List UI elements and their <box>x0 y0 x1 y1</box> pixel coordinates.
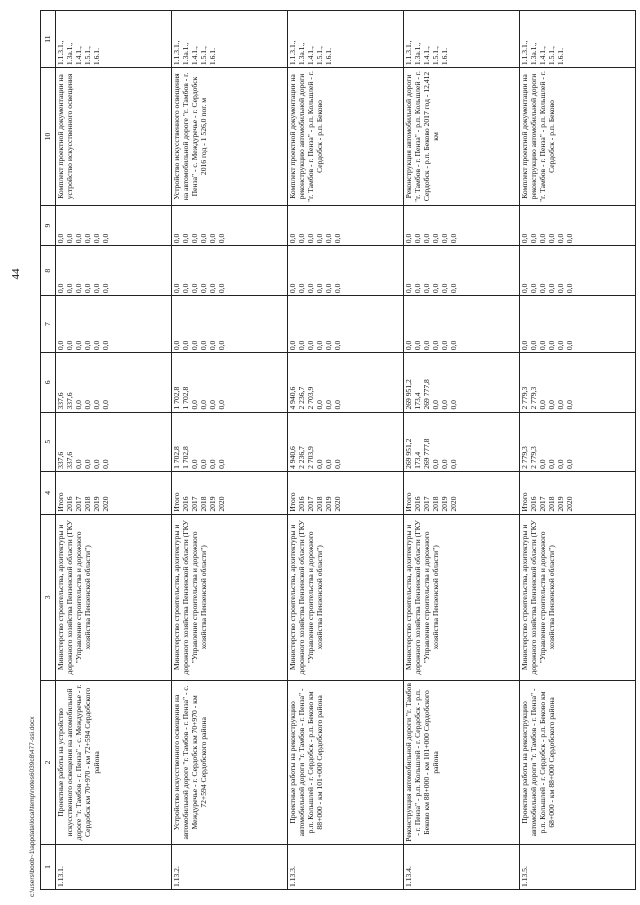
total-cell <box>404 412 520 471</box>
table-row <box>520 11 636 890</box>
indicators-cell-value: 1.4.1., <box>189 46 199 66</box>
indicators-cell-value: 1.1.3.1., <box>56 40 65 66</box>
regional-budget-cell-value: 0,0 <box>189 400 199 410</box>
regional-budget-cell-value: 0,0 <box>555 400 565 410</box>
column-9-cell-value: 0,0 <box>546 233 556 244</box>
column-8-cell-value: 0,0 <box>528 283 538 294</box>
column-8-cell-value: 0,0 <box>189 283 199 294</box>
regional-budget-cell-value: 1 702,8 <box>172 386 181 410</box>
column-8-cell-value: 0,0 <box>430 283 440 294</box>
total-cell-value: 0,0 <box>73 459 83 469</box>
table-row <box>172 11 288 890</box>
column-7-cell <box>288 296 404 353</box>
year-cell <box>404 471 520 514</box>
page-number: 44 <box>10 268 22 280</box>
activity-name-cell: Устройство искусственного освещения на автомобильной дороге "г. Тамбов - г. Пенза" - с. Междуречье - г. Сердобск км 70+970 - км 72+594 Сердобского района <box>172 680 288 844</box>
regional-budget-cell-value: 0,0 <box>198 400 208 410</box>
column-8-cell-value: 0,0 <box>207 283 217 294</box>
column-7-cell-value: 0,0 <box>305 340 315 351</box>
total-cell-value: 0,0 <box>189 459 199 469</box>
table-row <box>56 11 172 890</box>
header-cell: 8 <box>41 246 56 296</box>
regional-budget-cell-value: 0,0 <box>430 400 440 410</box>
indicators-cell-value: 1.5.1., <box>430 46 440 66</box>
column-9-cell-value: 0,0 <box>288 233 297 244</box>
header-cell: 5 <box>41 412 56 471</box>
total-cell <box>56 412 172 471</box>
total-cell-value: 0,0 <box>216 459 226 469</box>
regional-budget-cell-value: 337,6 <box>56 392 65 410</box>
regional-budget-cell-value: 0,0 <box>546 400 556 410</box>
column-7-cell-value: 0,0 <box>296 340 306 351</box>
column-9-cell-value: 0,0 <box>198 233 208 244</box>
indicators-cell-value: 1.6.1. <box>91 48 101 66</box>
column-9-cell-value: 0,0 <box>412 233 422 244</box>
column-7-cell-value: 0,0 <box>198 340 208 351</box>
header-row <box>41 11 56 890</box>
total-cell-value: 337,6 <box>56 451 65 469</box>
year-cell-value: 2018 <box>314 496 324 512</box>
year-cell-value: 2017 <box>305 496 315 512</box>
indicators-cell-value: 1.1.3.1., <box>172 40 181 66</box>
column-9-cell <box>56 205 172 245</box>
column-7-cell <box>56 296 172 353</box>
year-cell-value: 2018 <box>430 496 440 512</box>
year-cell-value: 2018 <box>82 496 92 512</box>
column-7-cell-value: 0,0 <box>64 340 74 351</box>
total-cell-value: 269 951,2 <box>404 438 413 469</box>
total-cell-value: 0,0 <box>82 459 92 469</box>
row-number-cell: 1.13.5. <box>520 844 636 889</box>
year-cell-value: 2016 <box>528 496 538 512</box>
regional-budget-cell-value: 2 236,7 <box>296 386 306 410</box>
column-9-cell-value: 0,0 <box>430 233 440 244</box>
column-9-cell-value: 0,0 <box>404 233 413 244</box>
year-cell-value: 2020 <box>564 496 574 512</box>
row-number-cell: 1.13.1. <box>56 844 172 889</box>
column-7-cell-value: 0,0 <box>189 340 199 351</box>
year-cell-value: Итого <box>172 492 181 512</box>
indicators-cell-value: 1.1.3.1., <box>404 40 413 66</box>
column-8-cell-value: 0,0 <box>520 283 529 294</box>
year-cell-value: 2020 <box>100 496 110 512</box>
footer-path-text: c:\users\boob~1\appdata\local\temp\notes6039c8\477-ssi.docx <box>29 716 36 897</box>
column-9-cell-value: 0,0 <box>64 233 74 244</box>
total-cell-value: 2 779,3 <box>528 446 538 469</box>
total-cell-value: 1 702,8 <box>180 446 190 469</box>
column-7-cell-value: 0,0 <box>564 340 574 351</box>
total-cell <box>172 412 288 471</box>
header-cell: 3 <box>41 514 56 680</box>
column-8-cell-value: 0,0 <box>412 283 422 294</box>
rotated-table-container <box>40 10 628 890</box>
indicators-cell <box>520 11 636 68</box>
total-cell <box>288 412 404 471</box>
column-9-cell-value: 0,0 <box>439 233 449 244</box>
regional-budget-cell-value: 2 703,9 <box>305 386 315 410</box>
indicators-cell-value: 1.4.1., <box>537 46 547 66</box>
total-cell <box>520 412 636 471</box>
indicators-cell <box>404 11 520 68</box>
regional-budget-cell-value: 0,0 <box>439 400 449 410</box>
column-7-cell-value: 0,0 <box>288 340 297 351</box>
column-7-cell-value: 0,0 <box>82 340 92 351</box>
regional-budget-cell-value: 0,0 <box>91 400 101 410</box>
expected-result-cell: Реконструкция автомобильной дороги "г. Тамбов - г. Пенза" - р.п. Кольшлей - г. Сердобск - р.п. Беково 2017 год - 12,412 км <box>404 68 520 206</box>
year-cell-value: 2017 <box>421 496 431 512</box>
total-cell-value: 0,0 <box>439 459 449 469</box>
regional-budget-cell-value: 0,0 <box>207 400 217 410</box>
column-8-cell-value: 0,0 <box>421 283 431 294</box>
regional-budget-cell-value: 0,0 <box>216 400 226 410</box>
expected-result-cell: Комплект проектной документации на реконструкцию автомобильной дороги "г. Тамбов - г. Пенза" - р.п. Кольшлей - г. Сердобск - р.п. Беково <box>288 68 404 206</box>
column-8-cell-value: 0,0 <box>323 283 333 294</box>
column-8-cell-value: 0,0 <box>91 283 101 294</box>
column-8-cell-value: 0,0 <box>73 283 83 294</box>
total-cell-value: 0,0 <box>198 459 208 469</box>
total-cell-value: 2 779,3 <box>520 446 529 469</box>
total-cell-value: 0,0 <box>546 459 556 469</box>
regional-budget-cell-value: 0,0 <box>332 400 342 410</box>
column-8-cell-value: 0,0 <box>288 283 297 294</box>
total-cell-value: 4 940,6 <box>288 446 297 469</box>
total-cell-value: 269 777,8 <box>421 438 431 469</box>
year-cell-value: Итого <box>404 492 413 512</box>
year-cell-value: 2019 <box>439 496 449 512</box>
regional-budget-cell-value: 0,0 <box>100 400 110 410</box>
column-7-cell-value: 0,0 <box>323 340 333 351</box>
column-9-cell-value: 0,0 <box>528 233 538 244</box>
table-row <box>288 11 404 890</box>
year-cell-value: 2016 <box>180 496 190 512</box>
total-cell-value: 0,0 <box>332 459 342 469</box>
indicators-cell-value: 1.3а.1., <box>528 42 538 66</box>
column-8-cell-value: 0,0 <box>404 283 413 294</box>
column-7-cell-value: 0,0 <box>448 340 458 351</box>
column-7-cell-value: 0,0 <box>180 340 190 351</box>
regional-budget-cell-value: 0,0 <box>73 400 83 410</box>
total-cell-value: 0,0 <box>430 459 440 469</box>
header-cell: 11 <box>41 11 56 68</box>
column-7-cell-value: 0,0 <box>546 340 556 351</box>
regional-budget-cell <box>172 353 288 412</box>
header-cell: 1 <box>41 844 56 889</box>
responsible-cell: Министерство строительства, архитектуры и дорожного хозяйства Пензенской области (ГКУ "Управление строительства и дорожного хозяйства Пензенской области") <box>56 514 172 680</box>
column-8-cell-value: 0,0 <box>82 283 92 294</box>
column-9-cell-value: 0,0 <box>296 233 306 244</box>
total-cell-value: 2 703,9 <box>305 446 315 469</box>
regional-budget-cell-value: 269 777,8 <box>421 379 431 410</box>
column-9-cell-value: 0,0 <box>172 233 181 244</box>
column-7-cell-value: 0,0 <box>520 340 529 351</box>
year-cell-value: 2017 <box>537 496 547 512</box>
column-8-cell-value: 0,0 <box>439 283 449 294</box>
column-8-cell <box>520 246 636 296</box>
indicators-cell <box>56 11 172 68</box>
column-9-cell-value: 0,0 <box>216 233 226 244</box>
expected-result-cell: Комплект проектной документации на устройство искусственного освещения <box>56 68 172 206</box>
column-8-cell-value: 0,0 <box>180 283 190 294</box>
indicators-cell-value: 1.3а.1., <box>296 42 306 66</box>
responsible-cell: Министерство строительства, архитектуры и дорожного хозяйства Пензенской области (ГКУ "Управление строительства и дорожного хозяйства Пензенской области") <box>172 514 288 680</box>
column-7-cell-value: 0,0 <box>56 340 65 351</box>
indicators-cell-value: 1.1.3.1., <box>288 40 297 66</box>
responsible-cell: Министерство строительства, архитектуры и дорожного хозяйства Пензенской области (ГКУ "Управление строительства и дорожного хозяйства Пензенской области") <box>520 514 636 680</box>
total-cell-value: 0,0 <box>91 459 101 469</box>
header-cell: 6 <box>41 353 56 412</box>
column-7-cell <box>520 296 636 353</box>
column-8-cell-value: 0,0 <box>64 283 74 294</box>
regional-budget-cell-value: 0,0 <box>564 400 574 410</box>
regional-budget-cell-value: 4 940,6 <box>288 386 297 410</box>
year-cell-value: 2020 <box>332 496 342 512</box>
table-row <box>404 11 520 890</box>
indicators-cell-value: 1.1.3.1., <box>520 40 529 66</box>
column-8-cell-value: 0,0 <box>546 283 556 294</box>
column-9-cell-value: 0,0 <box>323 233 333 244</box>
year-cell-value: 2017 <box>73 496 83 512</box>
column-7-cell-value: 0,0 <box>91 340 101 351</box>
activity-name-cell: Проектные работы на реконструкцию автомобильной дороги "г. Тамбов - г. Пенза" - р.п. Кольшлей - г. Сердобск - р.п. Беково км 68+000 - км 88+000 Сердобского района <box>520 680 636 844</box>
column-7-cell-value: 0,0 <box>404 340 413 351</box>
column-9-cell-value: 0,0 <box>189 233 199 244</box>
column-9-cell <box>172 205 288 245</box>
row-number-cell: 1.13.2. <box>172 844 288 889</box>
indicators-cell-value: 1.4.1., <box>305 46 315 66</box>
header-cell: 9 <box>41 205 56 245</box>
year-cell-value: 2017 <box>189 496 199 512</box>
column-7-cell-value: 0,0 <box>207 340 217 351</box>
column-9-cell-value: 0,0 <box>56 233 65 244</box>
total-cell-value: 0,0 <box>555 459 565 469</box>
column-8-cell-value: 0,0 <box>537 283 547 294</box>
regional-budget-cell-value: 0,0 <box>323 400 333 410</box>
indicators-cell <box>172 11 288 68</box>
column-9-cell <box>288 205 404 245</box>
expected-result-cell: Устройство искусственного освещения на автомобильной дороге "г. Тамбов - г. Пенза" - с. Междуречье - г. Сердобск 2016 год - 1 526,0 пог. м <box>172 68 288 206</box>
responsible-cell: Министерство строительства, архитектуры и дорожного хозяйства Пензенской области (ГКУ "Управление строительства и дорожного хозяйства Пензенской области") <box>404 514 520 680</box>
column-7-cell <box>404 296 520 353</box>
column-7-cell <box>172 296 288 353</box>
regional-budget-cell-value: 0,0 <box>448 400 458 410</box>
column-8-cell <box>404 246 520 296</box>
year-cell-value: 2020 <box>216 496 226 512</box>
column-9-cell-value: 0,0 <box>520 233 529 244</box>
year-cell <box>172 471 288 514</box>
year-cell-value: 2016 <box>412 496 422 512</box>
column-7-cell-value: 0,0 <box>100 340 110 351</box>
column-8-cell-value: 0,0 <box>314 283 324 294</box>
indicators-cell-value: 1.5.1., <box>198 46 208 66</box>
year-cell-value: Итого <box>56 492 65 512</box>
column-8-cell-value: 0,0 <box>216 283 226 294</box>
column-9-cell-value: 0,0 <box>314 233 324 244</box>
year-cell <box>288 471 404 514</box>
indicators-cell-value: 1.6.1. <box>323 48 333 66</box>
program-activities-table <box>40 10 636 890</box>
indicators-cell <box>288 11 404 68</box>
column-9-cell-value: 0,0 <box>100 233 110 244</box>
total-cell-value: 173,4 <box>412 451 422 469</box>
column-8-cell-value: 0,0 <box>296 283 306 294</box>
column-8-cell-value: 0,0 <box>448 283 458 294</box>
column-7-cell-value: 0,0 <box>172 340 181 351</box>
regional-budget-cell <box>404 353 520 412</box>
column-7-cell-value: 0,0 <box>439 340 449 351</box>
regional-budget-cell <box>288 353 404 412</box>
regional-budget-cell-value: 0,0 <box>82 400 92 410</box>
total-cell-value: 0,0 <box>323 459 333 469</box>
column-7-cell-value: 0,0 <box>430 340 440 351</box>
column-8-cell-value: 0,0 <box>332 283 342 294</box>
regional-budget-cell-value: 0,0 <box>314 400 324 410</box>
indicators-cell-value: 1.3а.1., <box>412 42 422 66</box>
column-7-cell-value: 0,0 <box>314 340 324 351</box>
year-cell-value: Итого <box>520 492 529 512</box>
regional-budget-cell-value: 2 779,3 <box>528 386 538 410</box>
total-cell-value: 0,0 <box>314 459 324 469</box>
total-cell-value: 0,0 <box>564 459 574 469</box>
activity-name-cell: Проектные работы на реконструкцию автомобильной дороги "г. Тамбов - г. Пенза" - р.п. Кольшлей - г. Сердобск - р.п. Беково км 88+000 - км 101+000 Сердобского района <box>288 680 404 844</box>
column-9-cell-value: 0,0 <box>332 233 342 244</box>
total-cell-value: 0,0 <box>207 459 217 469</box>
column-9-cell-value: 0,0 <box>82 233 92 244</box>
column-8-cell-value: 0,0 <box>305 283 315 294</box>
regional-budget-cell-value: 1 702,8 <box>180 386 190 410</box>
row-number-cell: 1.13.4. <box>404 844 520 889</box>
indicators-cell-value: 1.5.1., <box>546 46 556 66</box>
column-8-cell <box>172 246 288 296</box>
year-cell-value: 2019 <box>555 496 565 512</box>
column-7-cell-value: 0,0 <box>555 340 565 351</box>
footer-file-path <box>22 0 36 905</box>
regional-budget-cell-value: 0,0 <box>537 400 547 410</box>
total-cell-value: 2 236,7 <box>296 446 306 469</box>
regional-budget-cell-value: 2 779,3 <box>520 386 529 410</box>
year-cell-value: Итого <box>288 492 297 512</box>
indicators-cell-value: 1.5.1., <box>82 46 92 66</box>
row-number-cell: 1.13.3. <box>288 844 404 889</box>
column-9-cell <box>404 205 520 245</box>
year-cell-value: 2019 <box>91 496 101 512</box>
column-9-cell-value: 0,0 <box>564 233 574 244</box>
total-cell-value: 1 702,8 <box>172 446 181 469</box>
header-cell: 4 <box>41 471 56 514</box>
regional-budget-cell <box>56 353 172 412</box>
column-8-cell <box>288 246 404 296</box>
year-cell-value: 2018 <box>198 496 208 512</box>
column-7-cell-value: 0,0 <box>537 340 547 351</box>
column-7-cell-value: 0,0 <box>412 340 422 351</box>
column-9-cell-value: 0,0 <box>207 233 217 244</box>
column-8-cell-value: 0,0 <box>56 283 65 294</box>
column-9-cell-value: 0,0 <box>421 233 431 244</box>
column-7-cell-value: 0,0 <box>528 340 538 351</box>
column-7-cell-value: 0,0 <box>73 340 83 351</box>
table-body <box>56 11 636 890</box>
indicators-cell-value: 1.6.1. <box>555 48 565 66</box>
year-cell <box>520 471 636 514</box>
year-cell-value: 2019 <box>207 496 217 512</box>
column-9-cell-value: 0,0 <box>555 233 565 244</box>
regional-budget-cell-value: 337,6 <box>64 392 74 410</box>
column-7-cell-value: 0,0 <box>332 340 342 351</box>
total-cell-value: 0,0 <box>537 459 547 469</box>
column-9-cell-value: 0,0 <box>180 233 190 244</box>
header-cell: 10 <box>41 68 56 206</box>
year-cell-value: 2016 <box>64 496 74 512</box>
total-cell-value: 0,0 <box>448 459 458 469</box>
column-8-cell-value: 0,0 <box>564 283 574 294</box>
indicators-cell-value: 1.4.1., <box>421 46 431 66</box>
year-cell-value: 2016 <box>296 496 306 512</box>
indicators-cell-value: 1.5.1., <box>314 46 324 66</box>
column-9-cell-value: 0,0 <box>305 233 315 244</box>
column-7-cell-value: 0,0 <box>421 340 431 351</box>
activity-name-cell: Реконструкция автомобильной дороги "г. Тамбов - г. Пенза" - р.п. Кольшлей - г. Сердобск - р.п. Беково км 88+000 - км 101+000 Сердобского района <box>404 680 520 844</box>
regional-budget-cell <box>520 353 636 412</box>
column-8-cell-value: 0,0 <box>555 283 565 294</box>
column-8-cell <box>56 246 172 296</box>
header-cell: 2 <box>41 680 56 844</box>
column-9-cell-value: 0,0 <box>537 233 547 244</box>
total-cell-value: 337,6 <box>64 451 74 469</box>
column-9-cell <box>520 205 636 245</box>
column-8-cell-value: 0,0 <box>172 283 181 294</box>
year-cell-value: 2020 <box>448 496 458 512</box>
indicators-cell-value: 1.3а.1., <box>64 42 74 66</box>
year-cell-value: 2019 <box>323 496 333 512</box>
column-7-cell-value: 0,0 <box>216 340 226 351</box>
total-cell-value: 0,0 <box>100 459 110 469</box>
column-9-cell-value: 0,0 <box>91 233 101 244</box>
column-8-cell-value: 0,0 <box>198 283 208 294</box>
indicators-cell-value: 1.3а.1., <box>180 42 190 66</box>
regional-budget-cell-value: 173,4 <box>412 392 422 410</box>
year-cell-value: 2018 <box>546 496 556 512</box>
year-cell <box>56 471 172 514</box>
column-9-cell-value: 0,0 <box>73 233 83 244</box>
column-9-cell-value: 0,0 <box>448 233 458 244</box>
indicators-cell-value: 1.6.1. <box>439 48 449 66</box>
expected-result-cell: Комплект проектной документации на реконструкцию автомобильной дороги "г. Тамбов - г. Пенза" - р.п. Кольшлей - г. Сердобск - р.п. Беково <box>520 68 636 206</box>
regional-budget-cell-value: 269 951,2 <box>404 379 413 410</box>
indicators-cell-value: 1.6.1. <box>207 48 217 66</box>
responsible-cell: Министерство строительства, архитектуры и дорожного хозяйства Пензенской области (ГКУ "Управление строительства и дорожного хозяйства Пензенской области") <box>288 514 404 680</box>
activity-name-cell: Проектные работы на устройство искусственного освещения на автомобильной дороге "г. Тамбов - г. Пенза" - с. Междуречье - г. Сердобск км 70+970 - км 72+594 Сердобского района <box>56 680 172 844</box>
indicators-cell-value: 1.4.1., <box>73 46 83 66</box>
column-8-cell-value: 0,0 <box>100 283 110 294</box>
header-cell: 7 <box>41 296 56 353</box>
